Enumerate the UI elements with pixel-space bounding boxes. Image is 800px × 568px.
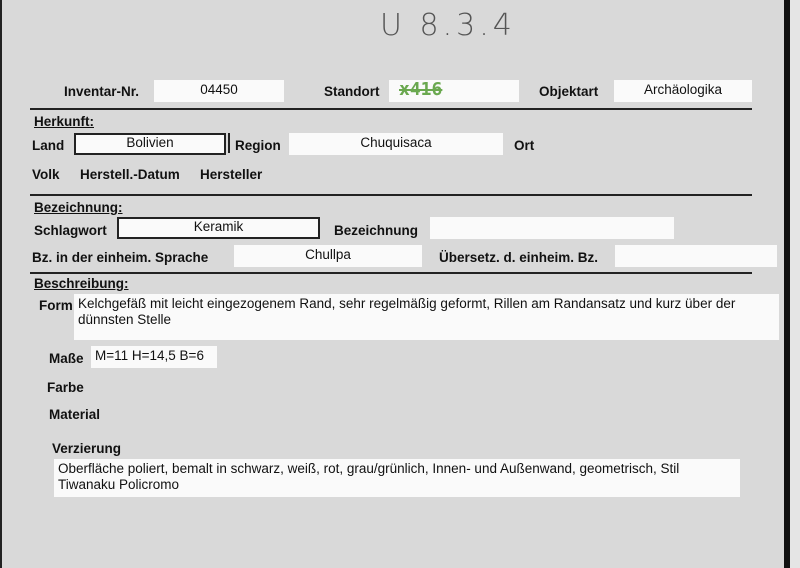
section-bezeichnung: Bezeichnung:	[34, 200, 123, 215]
region-label: Region	[235, 138, 281, 153]
land-label: Land	[32, 138, 65, 153]
hersteller-label: Hersteller	[200, 167, 263, 182]
section-herkunft: Herkunft:	[34, 114, 94, 129]
objektart-field[interactable]: Archäologika	[614, 80, 752, 102]
rule-herkunft	[30, 194, 752, 196]
rule-bezeichnung	[30, 272, 752, 274]
standort-label: Standort	[324, 84, 380, 99]
schlagwort-field[interactable]: Keramik	[117, 217, 320, 239]
einheim-field[interactable]: Chullpa	[234, 245, 422, 267]
handwritten-number: U 8.3.4	[380, 8, 516, 43]
bezeichnung-field[interactable]	[430, 217, 674, 239]
material-label: Material	[49, 407, 101, 422]
masse-field[interactable]: M=11 H=14,5 B=6	[91, 346, 217, 368]
objektart-label: Objektart	[539, 84, 599, 99]
form-label: Form	[39, 298, 73, 313]
section-beschreibung: Beschreibung:	[34, 276, 129, 291]
standort-value: x416	[399, 80, 443, 100]
standort-field[interactable]	[389, 80, 519, 102]
uebersetz-label: Übersetz. d. einheim. Bz.	[439, 250, 599, 265]
herstell-datum-label: Herstell.-Datum	[80, 167, 180, 182]
schlagwort-label: Schlagwort	[34, 223, 107, 238]
divider	[228, 133, 230, 153]
einheim-label: Bz. in der einheim. Sprache	[32, 250, 209, 265]
form-field[interactable]: Kelchgefäß mit leicht eingezogenem Rand, sehr regelmäßig geformt, Rillen am Randansatz und kurz über der dünnsten Stelle	[74, 294, 779, 340]
uebersetz-field[interactable]	[615, 245, 777, 267]
volk-label: Volk	[32, 167, 60, 182]
inventar-field[interactable]: 04450	[154, 80, 284, 102]
inventar-label: Inventar-Nr.	[64, 84, 140, 99]
rule-header	[30, 108, 752, 110]
land-field[interactable]: Bolivien	[74, 133, 226, 155]
masse-label: Maße	[49, 351, 84, 366]
bezeichnung-label: Bezeichnung	[334, 223, 419, 238]
region-field[interactable]: Chuquisaca	[289, 133, 503, 155]
farbe-label: Farbe	[47, 380, 84, 395]
verzierung-field[interactable]: Oberfläche poliert, bemalt in schwarz, weiß, rot, grau/grünlich, Innen- und Außenwand, geometrisch, Stil Tiwanaku Policromo	[54, 459, 740, 497]
verzierung-label: Verzierung	[52, 441, 122, 456]
ort-label: Ort	[514, 138, 535, 153]
